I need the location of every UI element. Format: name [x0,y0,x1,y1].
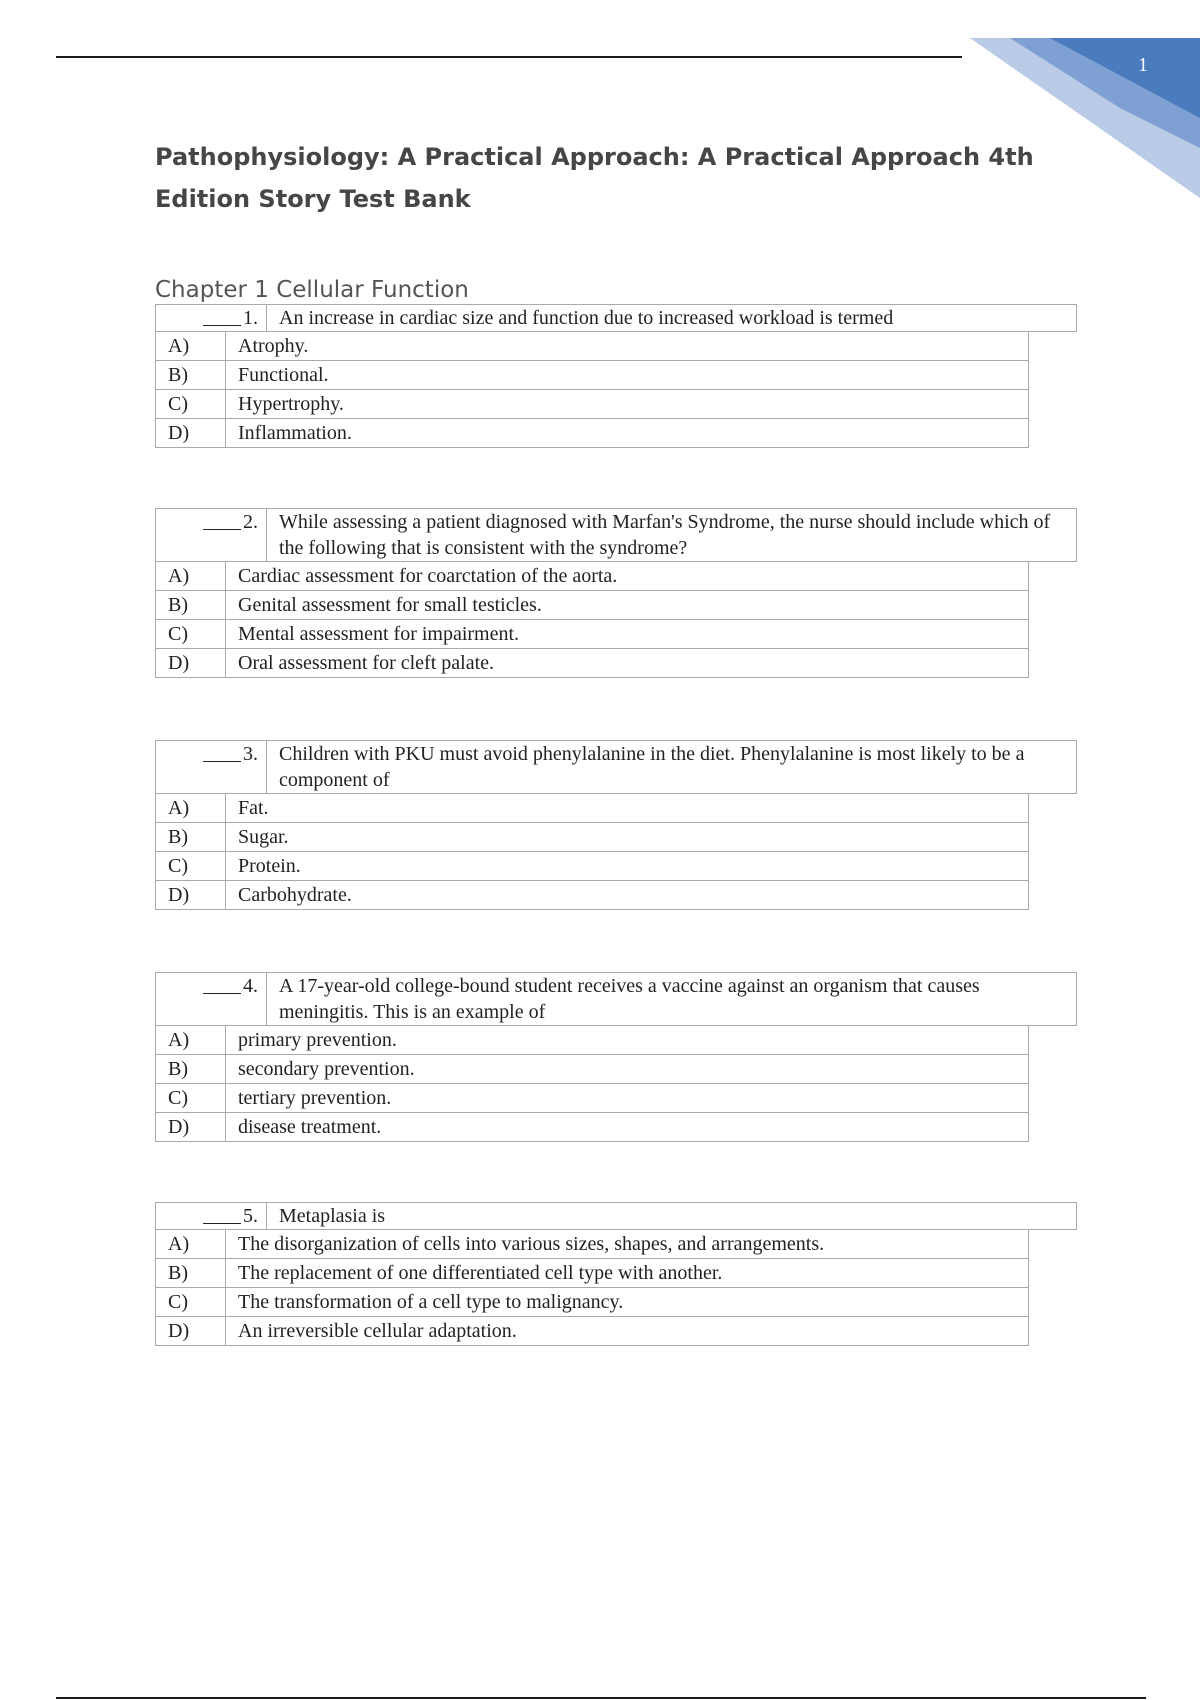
option-d[interactable]: D) Inflammation. [155,419,1029,448]
option-c[interactable]: C) tertiary prevention. [155,1084,1029,1113]
answer-blank[interactable] [203,973,241,994]
option-b[interactable]: B) secondary prevention. [155,1055,1029,1084]
answer-blank[interactable] [203,741,241,762]
question-2 [155,508,1079,678]
question-number: 3. [243,743,258,765]
answer-blank[interactable] [203,305,241,326]
question-5 [155,1202,1079,1346]
option-a[interactable]: A) The disorganization of cells into various sizes, shapes, and arrangements. [155,1230,1029,1259]
answer-blank[interactable] [203,509,241,530]
question-stem [155,304,1077,332]
page-number: 1 [1138,54,1148,76]
question-stem [155,508,1077,562]
header-rule [56,56,962,58]
question-3 [155,740,1079,910]
option-c[interactable]: C) The transformation of a cell type to malignancy. [155,1288,1029,1317]
option-a[interactable]: A) Cardiac assessment for coarctation of the aorta. [155,562,1029,591]
question-text: While assessing a patient diagnosed with Marfan's Syndrome, the nurse should include which of the following that is consistent with the syndrome? [279,511,1051,559]
chapter-heading: Chapter 1 Cellular Function [155,277,469,303]
option-d[interactable]: D) Oral assessment for cleft palate. [155,649,1029,678]
footer-rule [56,1697,1146,1699]
question-number: 5. [243,1205,258,1227]
option-c[interactable]: C) Hypertrophy. [155,390,1029,419]
option-d[interactable]: D) Carbohydrate. [155,881,1029,910]
option-b[interactable]: B) Sugar. [155,823,1029,852]
question-number: 4. [243,975,258,997]
question-text: An increase in cardiac size and function due to increased workload is termed [279,307,894,329]
option-a[interactable]: A) Atrophy. [155,332,1029,361]
question-text: A 17-year-old college-bound student receives a vaccine against an organism that causes meningitis. This is an example of [279,975,980,1023]
question-1 [155,304,1079,448]
question-text: Children with PKU must avoid phenylalanine in the diet. Phenylalanine is most likely to be a component of [279,743,1025,791]
question-text: Metaplasia is [279,1205,386,1227]
option-b[interactable]: B) The replacement of one differentiated cell type with another. [155,1259,1029,1288]
option-a[interactable]: A) primary prevention. [155,1026,1029,1055]
question-stem [155,1202,1077,1230]
option-b[interactable]: B) Genital assessment for small testicles. [155,591,1029,620]
question-number: 2. [243,511,258,533]
question-4 [155,972,1079,1142]
document-title: Pathophysiology: A Practical Approach: A Practical Approach 4th Edition Story Test Bank [155,143,1034,213]
question-number: 1. [243,307,258,329]
option-c[interactable]: C) Protein. [155,852,1029,881]
question-stem [155,740,1077,794]
question-stem [155,972,1077,1026]
option-c[interactable]: C) Mental assessment for impairment. [155,620,1029,649]
option-a[interactable]: A) Fat. [155,794,1029,823]
option-d[interactable]: D) An irreversible cellular adaptation. [155,1317,1029,1346]
answer-blank[interactable] [203,1203,241,1224]
option-d[interactable]: D) disease treatment. [155,1113,1029,1142]
option-b[interactable]: B) Functional. [155,361,1029,390]
